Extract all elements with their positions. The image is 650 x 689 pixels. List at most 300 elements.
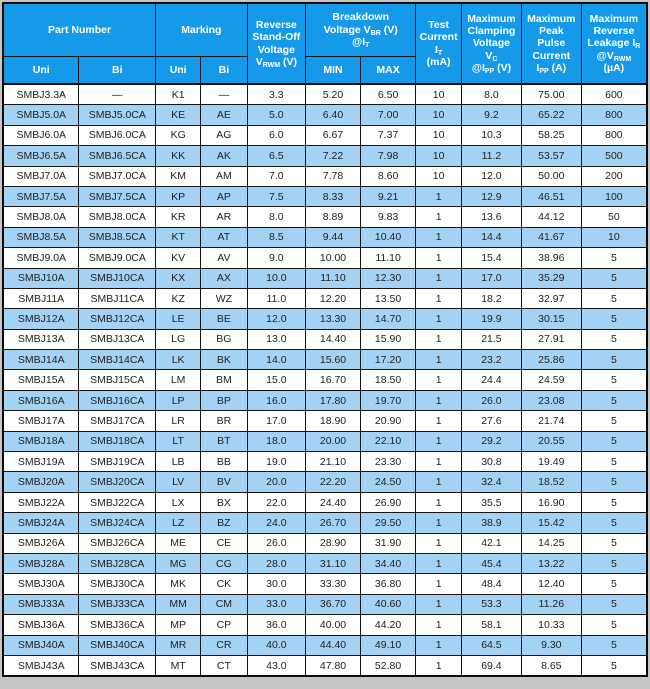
cell-vrwm: 14.0 — [247, 350, 306, 370]
cell-part_bi: SMBJ20CA — [79, 472, 156, 492]
cell-vrwm: 40.0 — [247, 635, 306, 655]
cell-it: 1 — [416, 288, 462, 308]
cell-ipp: 25.86 — [521, 350, 581, 370]
cell-part_uni: SMBJ15A — [3, 370, 79, 390]
cell-mark_bi: AR — [201, 207, 247, 227]
cell-ipp: 19.49 — [521, 452, 581, 472]
cell-ir: 5 — [581, 350, 647, 370]
cell-vrwm: 43.0 — [247, 655, 306, 676]
cell-vbr_max: 49.10 — [360, 635, 415, 655]
cell-vrwm: 7.5 — [247, 186, 306, 206]
cell-ipp: 58.25 — [521, 125, 581, 145]
cell-vrwm: 10.0 — [247, 268, 306, 288]
cell-vc: 30.8 — [461, 452, 521, 472]
cell-vbr_min: 8.89 — [306, 207, 361, 227]
cell-vbr_max: 7.00 — [360, 105, 415, 125]
cell-vc: 58.1 — [461, 615, 521, 635]
cell-ir: 800 — [581, 125, 647, 145]
cell-ipp: 24.59 — [521, 370, 581, 390]
cell-it: 1 — [416, 431, 462, 451]
cell-mark_uni: LE — [156, 309, 201, 329]
cell-mark_uni: KM — [156, 166, 201, 186]
cell-mark_bi: CE — [201, 533, 247, 553]
cell-part_bi: SMBJ17CA — [79, 411, 156, 431]
cell-mark_bi: — — [201, 84, 247, 105]
table-row — [3, 533, 647, 553]
cell-ir: 50 — [581, 207, 647, 227]
cell-it: 1 — [416, 492, 462, 512]
cell-vbr_max: 40.60 — [360, 594, 415, 614]
cell-part_bi: SMBJ15CA — [79, 370, 156, 390]
cell-vbr_max: 9.83 — [360, 207, 415, 227]
cell-ir: 5 — [581, 329, 647, 349]
cell-ir: 200 — [581, 166, 647, 186]
cell-it: 1 — [416, 411, 462, 431]
cell-vbr_min: 9.44 — [306, 227, 361, 247]
cell-vrwm: 7.0 — [247, 166, 306, 186]
table-row — [3, 492, 647, 512]
cell-ir: 5 — [581, 594, 647, 614]
cell-mark_uni: LT — [156, 431, 201, 451]
header-max-clamping-voltage: Maximum Clamping Voltage $V_C$ $@I_{PP}$ (V) — [461, 3, 521, 84]
cell-vbr_max: 29.50 — [360, 513, 415, 533]
cell-part_uni: SMBJ8.0A — [3, 207, 79, 227]
cell-part_uni: SMBJ17A — [3, 411, 79, 431]
cell-vbr_min: 40.00 — [306, 615, 361, 635]
cell-vrwm: 30.0 — [247, 574, 306, 594]
cell-it: 1 — [416, 309, 462, 329]
cell-it: 1 — [416, 390, 462, 410]
cell-ipp: 53.57 — [521, 146, 581, 166]
cell-ir: 5 — [581, 288, 647, 308]
cell-ipp: 20.55 — [521, 431, 581, 451]
cell-ir: 5 — [581, 309, 647, 329]
cell-vrwm: 16.0 — [247, 390, 306, 410]
cell-ipp: 16.90 — [521, 492, 581, 512]
cell-vbr_min: 7.78 — [306, 166, 361, 186]
cell-it: 10 — [416, 105, 462, 125]
cell-vbr_max: 9.21 — [360, 186, 415, 206]
cell-it: 1 — [416, 248, 462, 268]
cell-ipp: 18.52 — [521, 472, 581, 492]
cell-mark_uni: LB — [156, 452, 201, 472]
cell-vbr_max: 15.90 — [360, 329, 415, 349]
header-test-current: Test Current $I_T$ (mA) — [416, 3, 462, 84]
cell-part_uni: SMBJ28A — [3, 553, 79, 573]
cell-vbr_max: 6.50 — [360, 84, 415, 105]
cell-ir: 5 — [581, 431, 647, 451]
cell-ipp: 12.40 — [521, 574, 581, 594]
cell-mark_bi: CR — [201, 635, 247, 655]
table-row — [3, 248, 647, 268]
cell-it: 1 — [416, 513, 462, 533]
cell-vbr_min: 17.80 — [306, 390, 361, 410]
table-row — [3, 350, 647, 370]
cell-vbr_max: 13.50 — [360, 288, 415, 308]
cell-ir: 5 — [581, 370, 647, 390]
cell-vrwm: 26.0 — [247, 533, 306, 553]
cell-ipp: 15.42 — [521, 513, 581, 533]
cell-vbr_max: 20.90 — [360, 411, 415, 431]
cell-vbr_min: 36.70 — [306, 594, 361, 614]
cell-vrwm: 6.0 — [247, 125, 306, 145]
cell-vbr_max: 19.70 — [360, 390, 415, 410]
cell-it: 1 — [416, 594, 462, 614]
cell-mark_uni: KG — [156, 125, 201, 145]
cell-part_bi: SMBJ10CA — [79, 268, 156, 288]
cell-vc: 17.0 — [461, 268, 521, 288]
cell-vc: 26.0 — [461, 390, 521, 410]
cell-vc: 12.0 — [461, 166, 521, 186]
cell-it: 1 — [416, 350, 462, 370]
cell-mark_uni: KE — [156, 105, 201, 125]
cell-ir: 5 — [581, 635, 647, 655]
cell-mark_uni: LP — [156, 390, 201, 410]
header-vbr-max: MAX — [360, 57, 415, 85]
cell-vc: 32.4 — [461, 472, 521, 492]
cell-vc: 21.5 — [461, 329, 521, 349]
cell-ipp: 10.33 — [521, 615, 581, 635]
cell-vbr_min: 16.70 — [306, 370, 361, 390]
cell-mark_bi: CG — [201, 553, 247, 573]
cell-vc: 8.0 — [461, 84, 521, 105]
cell-part_bi: SMBJ9.0CA — [79, 248, 156, 268]
table-row — [3, 288, 647, 308]
cell-vbr_min: 31.10 — [306, 553, 361, 573]
cell-vc: 38.9 — [461, 513, 521, 533]
cell-mark_uni: KV — [156, 248, 201, 268]
cell-ipp: 11.26 — [521, 594, 581, 614]
cell-it: 1 — [416, 329, 462, 349]
cell-vbr_min: 18.90 — [306, 411, 361, 431]
table-row — [3, 329, 647, 349]
cell-vc: 29.2 — [461, 431, 521, 451]
table-body — [3, 84, 647, 676]
cell-mark_bi: AK — [201, 146, 247, 166]
cell-mark_bi: BT — [201, 431, 247, 451]
cell-vbr_min: 28.90 — [306, 533, 361, 553]
cell-vc: 45.4 — [461, 553, 521, 573]
header-vbr-min: MIN — [306, 57, 361, 85]
cell-ipp: 46.51 — [521, 186, 581, 206]
table-row — [3, 146, 647, 166]
cell-it: 10 — [416, 166, 462, 186]
cell-mark_uni: KK — [156, 146, 201, 166]
cell-vrwm: 24.0 — [247, 513, 306, 533]
cell-ir: 800 — [581, 105, 647, 125]
cell-mark_bi: AV — [201, 248, 247, 268]
cell-mark_uni: LV — [156, 472, 201, 492]
cell-vc: 53.3 — [461, 594, 521, 614]
cell-vbr_min: 26.70 — [306, 513, 361, 533]
table-row — [3, 513, 647, 533]
cell-it: 1 — [416, 655, 462, 676]
header-part-number: Part Number — [3, 3, 156, 57]
cell-part_bi: SMBJ8.0CA — [79, 207, 156, 227]
cell-part_uni: SMBJ20A — [3, 472, 79, 492]
cell-part_bi: SMBJ6.0CA — [79, 125, 156, 145]
cell-it: 10 — [416, 146, 462, 166]
cell-vrwm: 28.0 — [247, 553, 306, 573]
cell-mark_bi: AT — [201, 227, 247, 247]
cell-it: 1 — [416, 472, 462, 492]
cell-part_bi: SMBJ5.0CA — [79, 105, 156, 125]
cell-vrwm: 11.0 — [247, 288, 306, 308]
cell-vc: 10.3 — [461, 125, 521, 145]
cell-vc: 12.9 — [461, 186, 521, 206]
cell-ipp: 30.15 — [521, 309, 581, 329]
cell-mark_bi: AE — [201, 105, 247, 125]
cell-part_bi: SMBJ28CA — [79, 553, 156, 573]
cell-part_uni: SMBJ7.5A — [3, 186, 79, 206]
cell-ir: 5 — [581, 411, 647, 431]
cell-mark_uni: LZ — [156, 513, 201, 533]
table-row — [3, 186, 647, 206]
cell-ir: 5 — [581, 553, 647, 573]
cell-ir: 5 — [581, 574, 647, 594]
cell-vrwm: 5.0 — [247, 105, 306, 125]
header-breakdown-voltage: Breakdown Voltage $V_{BR}$ (V) $@I_T$ — [306, 3, 416, 57]
cell-vrwm: 20.0 — [247, 472, 306, 492]
cell-part_uni: SMBJ6.5A — [3, 146, 79, 166]
cell-vbr_min: 8.33 — [306, 186, 361, 206]
header-marking-bi: Bi — [201, 57, 247, 85]
cell-ir: 500 — [581, 146, 647, 166]
cell-part_uni: SMBJ30A — [3, 574, 79, 594]
cell-vbr_min: 44.40 — [306, 635, 361, 655]
cell-it: 1 — [416, 452, 462, 472]
header-part-uni: Uni — [3, 57, 79, 85]
cell-part_bi: SMBJ13CA — [79, 329, 156, 349]
table-row — [3, 125, 647, 145]
cell-ir: 5 — [581, 390, 647, 410]
cell-mark_bi: BP — [201, 390, 247, 410]
cell-vc: 64.5 — [461, 635, 521, 655]
cell-vc: 13.6 — [461, 207, 521, 227]
cell-vbr_max: 44.20 — [360, 615, 415, 635]
cell-ipp: 65.22 — [521, 105, 581, 125]
cell-mark_bi: CT — [201, 655, 247, 676]
cell-mark_bi: AG — [201, 125, 247, 145]
cell-part_bi: SMBJ24CA — [79, 513, 156, 533]
cell-mark_uni: LR — [156, 411, 201, 431]
cell-mark_bi: CK — [201, 574, 247, 594]
cell-mark_uni: LX — [156, 492, 201, 512]
cell-vbr_min: 14.40 — [306, 329, 361, 349]
cell-ir: 10 — [581, 227, 647, 247]
cell-vc: 19.9 — [461, 309, 521, 329]
cell-vc: 27.6 — [461, 411, 521, 431]
header-reverse-standoff-voltage: Reverse Stand-Off Voltage $V_{RWM}$ (V) — [247, 3, 306, 84]
cell-mark_uni: MP — [156, 615, 201, 635]
table-row — [3, 594, 647, 614]
cell-vrwm: 15.0 — [247, 370, 306, 390]
cell-mark_uni: KZ — [156, 288, 201, 308]
cell-vrwm: 8.5 — [247, 227, 306, 247]
cell-ipp: 35.29 — [521, 268, 581, 288]
cell-vc: 23.2 — [461, 350, 521, 370]
cell-vbr_max: 36.80 — [360, 574, 415, 594]
cell-vbr_min: 6.67 — [306, 125, 361, 145]
header-marking-uni: Uni — [156, 57, 201, 85]
cell-ir: 5 — [581, 472, 647, 492]
cell-vbr_min: 22.20 — [306, 472, 361, 492]
cell-mark_bi: BB — [201, 452, 247, 472]
cell-vbr_min: 24.40 — [306, 492, 361, 512]
cell-mark_uni: KT — [156, 227, 201, 247]
cell-vbr_max: 12.30 — [360, 268, 415, 288]
cell-part_bi: SMBJ26CA — [79, 533, 156, 553]
cell-vbr_min: 11.10 — [306, 268, 361, 288]
cell-vbr_max: 31.90 — [360, 533, 415, 553]
cell-it: 1 — [416, 186, 462, 206]
cell-vbr_min: 12.20 — [306, 288, 361, 308]
table-row — [3, 431, 647, 451]
cell-mark_bi: AM — [201, 166, 247, 186]
cell-ipp: 32.97 — [521, 288, 581, 308]
cell-it: 1 — [416, 370, 462, 390]
cell-part_uni: SMBJ26A — [3, 533, 79, 553]
cell-part_bi: SMBJ33CA — [79, 594, 156, 614]
cell-vbr_max: 26.90 — [360, 492, 415, 512]
cell-vbr_max: 22.10 — [360, 431, 415, 451]
cell-part_uni: SMBJ43A — [3, 655, 79, 676]
cell-mark_uni: KR — [156, 207, 201, 227]
cell-vbr_min: 7.22 — [306, 146, 361, 166]
cell-vbr_max: 17.20 — [360, 350, 415, 370]
cell-mark_uni: ME — [156, 533, 201, 553]
cell-ir: 5 — [581, 533, 647, 553]
cell-vbr_min: 33.30 — [306, 574, 361, 594]
cell-mark_bi: CP — [201, 615, 247, 635]
cell-ir: 5 — [581, 452, 647, 472]
cell-ipp: 23.08 — [521, 390, 581, 410]
cell-mark_bi: BR — [201, 411, 247, 431]
cell-part_bi: SMBJ43CA — [79, 655, 156, 676]
cell-vbr_min: 5.20 — [306, 84, 361, 105]
cell-part_bi: SMBJ30CA — [79, 574, 156, 594]
table-row — [3, 390, 647, 410]
header-marking: Marking — [156, 3, 247, 57]
cell-vrwm: 22.0 — [247, 492, 306, 512]
cell-part_uni: SMBJ24A — [3, 513, 79, 533]
cell-part_uni: SMBJ13A — [3, 329, 79, 349]
cell-part_bi: SMBJ40CA — [79, 635, 156, 655]
cell-vbr_min: 13.30 — [306, 309, 361, 329]
table-row — [3, 268, 647, 288]
cell-part_bi: SMBJ36CA — [79, 615, 156, 635]
table-row — [3, 166, 647, 186]
cell-vbr_max: 52.80 — [360, 655, 415, 676]
cell-vbr_max: 11.10 — [360, 248, 415, 268]
cell-mark_uni: KX — [156, 268, 201, 288]
cell-ir: 5 — [581, 492, 647, 512]
cell-part_uni: SMBJ8.5A — [3, 227, 79, 247]
cell-mark_bi: BM — [201, 370, 247, 390]
cell-ipp: 75.00 — [521, 84, 581, 105]
cell-mark_bi: BX — [201, 492, 247, 512]
cell-vbr_max: 24.50 — [360, 472, 415, 492]
cell-ipp: 41.67 — [521, 227, 581, 247]
cell-vbr_min: 10.00 — [306, 248, 361, 268]
cell-ipp: 27.91 — [521, 329, 581, 349]
cell-vbr_max: 14.70 — [360, 309, 415, 329]
table-row — [3, 615, 647, 635]
cell-ipp: 13.22 — [521, 553, 581, 573]
cell-ir: 100 — [581, 186, 647, 206]
table-row — [3, 553, 647, 573]
cell-mark_bi: CM — [201, 594, 247, 614]
cell-part_bi: SMBJ18CA — [79, 431, 156, 451]
cell-vbr_max: 18.50 — [360, 370, 415, 390]
cell-it: 1 — [416, 553, 462, 573]
cell-part_bi: SMBJ14CA — [79, 350, 156, 370]
cell-vrwm: 3.3 — [247, 84, 306, 105]
table-row — [3, 574, 647, 594]
cell-ipp: 21.74 — [521, 411, 581, 431]
cell-it: 1 — [416, 227, 462, 247]
cell-vrwm: 6.5 — [247, 146, 306, 166]
cell-ir: 5 — [581, 615, 647, 635]
cell-part_uni: SMBJ36A — [3, 615, 79, 635]
table-row — [3, 105, 647, 125]
header-max-peak-pulse-current: Maximum Peak Pulse Current $I_{PP}$ (A) — [521, 3, 581, 84]
cell-part_bi: SMBJ7.5CA — [79, 186, 156, 206]
cell-mark_bi: BV — [201, 472, 247, 492]
cell-vrwm: 17.0 — [247, 411, 306, 431]
cell-it: 10 — [416, 125, 462, 145]
cell-part_uni: SMBJ7.0A — [3, 166, 79, 186]
cell-vbr_max: 7.98 — [360, 146, 415, 166]
cell-mark_uni: LG — [156, 329, 201, 349]
cell-ipp: 38.96 — [521, 248, 581, 268]
table-row — [3, 207, 647, 227]
cell-mark_bi: BK — [201, 350, 247, 370]
cell-part_uni: SMBJ9.0A — [3, 248, 79, 268]
tvs-characteristics-table — [2, 2, 648, 677]
cell-vbr_max: 23.30 — [360, 452, 415, 472]
cell-mark_uni: MK — [156, 574, 201, 594]
cell-part_uni: SMBJ14A — [3, 350, 79, 370]
cell-mark_uni: LK — [156, 350, 201, 370]
table-row — [3, 84, 647, 105]
cell-vbr_min: 15.60 — [306, 350, 361, 370]
cell-vbr_min: 21.10 — [306, 452, 361, 472]
cell-mark_uni: MT — [156, 655, 201, 676]
table-row — [3, 227, 647, 247]
cell-vrwm: 19.0 — [247, 452, 306, 472]
cell-vrwm: 13.0 — [247, 329, 306, 349]
cell-part_uni: SMBJ12A — [3, 309, 79, 329]
cell-part_uni: SMBJ11A — [3, 288, 79, 308]
cell-part_bi: SMBJ12CA — [79, 309, 156, 329]
cell-part_bi: — — [79, 84, 156, 105]
cell-part_uni: SMBJ18A — [3, 431, 79, 451]
cell-part_bi: SMBJ8.5CA — [79, 227, 156, 247]
cell-part_bi: SMBJ22CA — [79, 492, 156, 512]
cell-it: 1 — [416, 268, 462, 288]
cell-vbr_max: 34.40 — [360, 553, 415, 573]
cell-ir: 5 — [581, 268, 647, 288]
cell-ipp: 9.30 — [521, 635, 581, 655]
cell-part_uni: SMBJ19A — [3, 452, 79, 472]
cell-mark_bi: BE — [201, 309, 247, 329]
cell-ir: 5 — [581, 248, 647, 268]
cell-it: 1 — [416, 207, 462, 227]
cell-vbr_min: 6.40 — [306, 105, 361, 125]
cell-vrwm: 9.0 — [247, 248, 306, 268]
cell-part_uni: SMBJ40A — [3, 635, 79, 655]
